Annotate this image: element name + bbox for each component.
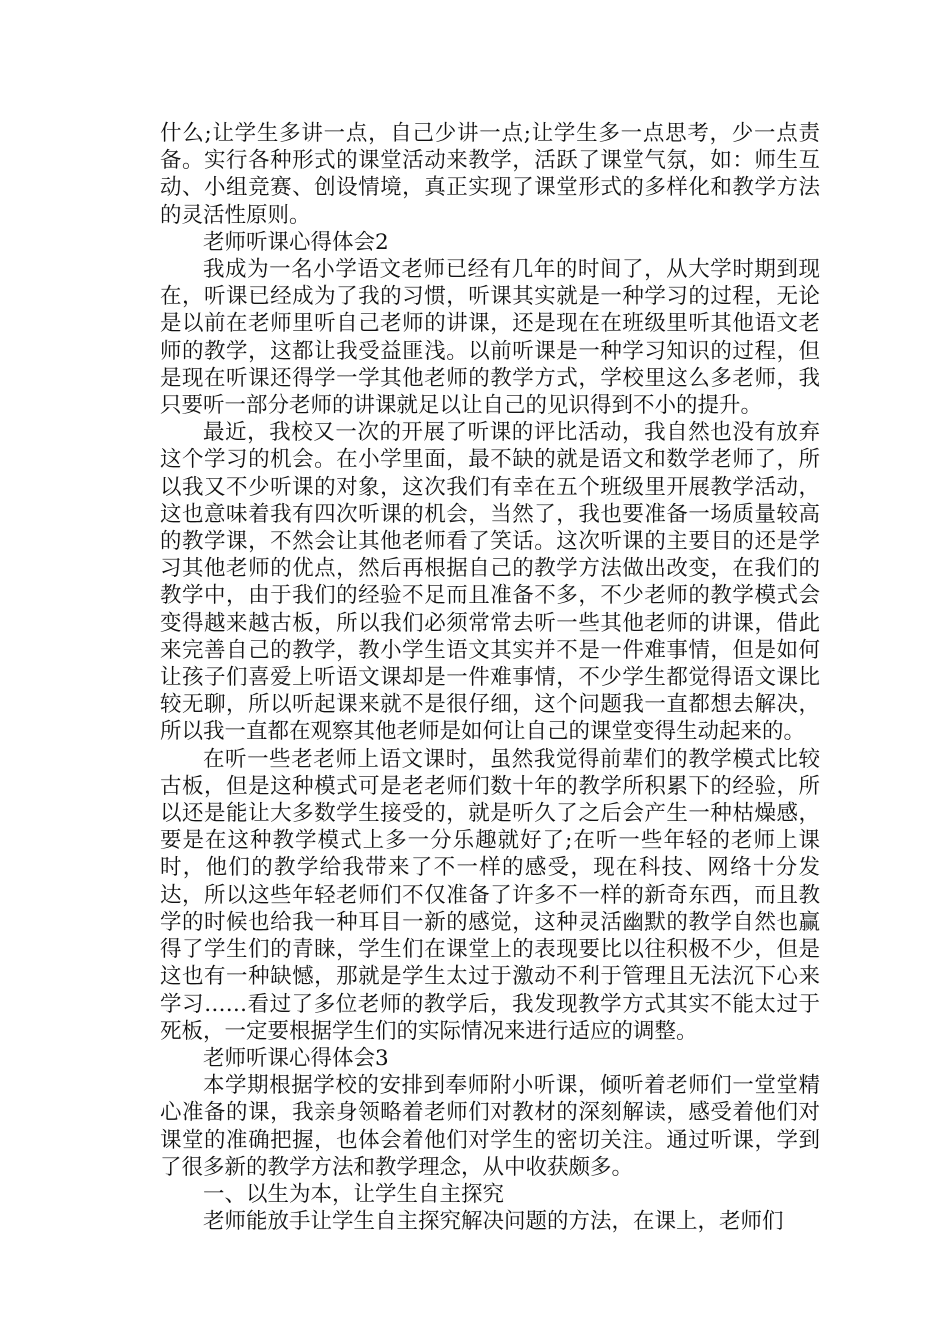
document-body — [160, 120, 820, 1235]
paragraph: 最近，我校又一次的开展了听课的评比活动，我自然也没有放弃这个学习的机会。在小学里面，最不缺的就是语文和数学老师了，所以我又不少听课的对象，这次我们有幸在五个班级里开展教学活动，这也意味着我有四次听课的机会，当然了，我也要准备一场质量较高的教学课，不然会让其他老师看了笑话。这次听课的主要目的还是学习其他老师的优点，然后再根据自己的教学方法做出改变，在我们的教学中，由于我们的经验不足而且准备不多，不少老师的教学模式会变得越来越古板，所以我们必须常常去听一些其他老师的讲课，借此来完善自己的教学，教小学生语文其实并不是一件难事情，但是如何让孩子们喜爱上听语文课却是一件难事情，不少学生都觉得语文课比较无聊，所以听起课来就不是很仔细，这个问题我一直都想去解决，所以我一直都在观察其他老师是如何让自己的课堂变得生动起来的。 — [160, 420, 820, 745]
section-heading-2: 老师听课心得体会2 — [203, 229, 389, 255]
paragraph: 我成为一名小学语文老师已经有几年的时间了，从大学时期到现在，听课已经成为了我的习惯，听课其实就是一种学习的过程，无论是以前在老师里听自己老师的讲课，还是现在在班级里听其他语文老师的教学，这都让我受益匪浅。以前听课是一种学习知识的过程，但是现在听课还得学一学其他老师的教学方式，学校里这么多老师，我只要听一部分老师的讲课就足以让自己的见识得到不小的提升。 — [160, 257, 820, 419]
paragraph: 本学期根据学校的安排到奉师附小听课，倾听着老师们一堂堂精心准备的课，我亲身领略着老师们对教材的深刻解读，感受着他们对课堂的准确把握，也体会着他们对学生的密切关注。通过听课，学到了很多新的教学方法和教学理念，从中收获颇多。 — [160, 1073, 820, 1180]
paragraph: 老师能放手让学生自主探究解决问题的方法，在课上，老师们 — [203, 1209, 784, 1235]
section-heading-3: 老师听课心得体会3 — [203, 1045, 389, 1071]
paragraph-continuation: 什么;让学生多讲一点，自己少讲一点;让学生多一点思考，少一点责备。实行各种形式的课堂活动来教学，活跃了课堂气氛，如：师生互动、小组竞赛、创设情境，真正实现了课堂形式的多样化和教学方法的灵活性原则。 — [160, 121, 820, 228]
paragraph: 在听一些老老师上语文课时，虽然我觉得前辈们的教学模式比较古板，但是这种模式可是老老师们数十年的教学所积累下的经验，所以还是能让大多数学生接受的，就是听久了之后会产生一种枯燥感，要是在这种教学模式上多一分乐趣就好了;在听一些年轻的老师上课时，他们的教学给我带来了不一样的感受，现在科技、网络十分发达，所以这些年轻老师们不仅准备了许多不一样的新奇东西，而且教学的时候也给我一种耳目一新的感觉，这种灵活幽默的教学自然也赢得了学生们的青睐，学生们在课堂上的表现要比以往积极不少，但是这也有一种缺憾，那就是学生太过于激动不利于管理且无法沉下心来学习……看过了多位老师的教学后，我发现教学方式其实不能太过于死板，一定要根据学生们的实际情况来进行适应的调整。 — [160, 746, 820, 1044]
subheading: 一、以生为本，让学生自主探究 — [203, 1181, 505, 1207]
